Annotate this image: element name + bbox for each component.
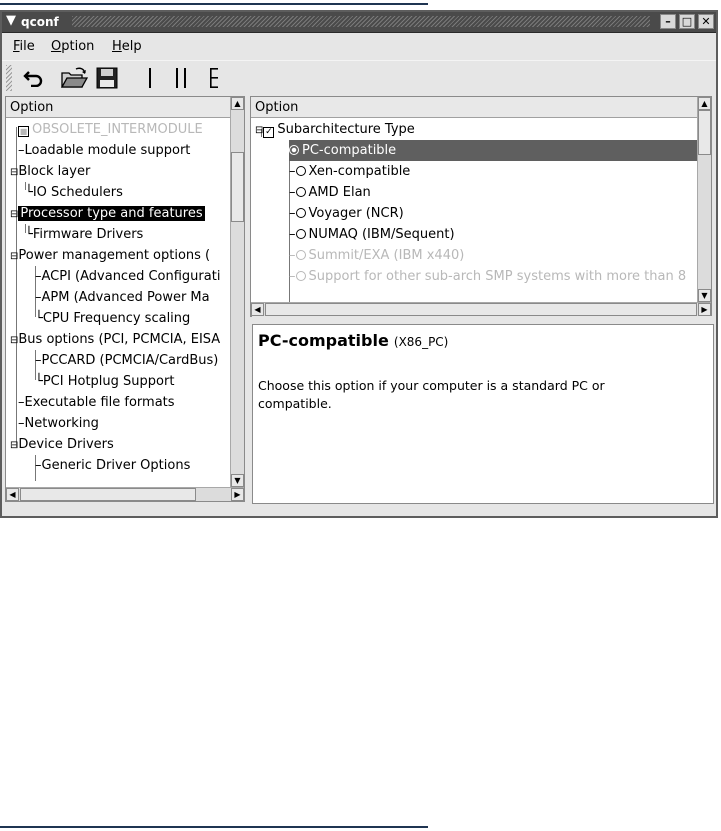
tree-item[interactable] — [10, 161, 90, 182]
minimize-button[interactable]: – — [660, 14, 676, 29]
help-heading — [258, 331, 448, 350]
tree-item-label-selected: Processor type and features — [20, 206, 203, 221]
close-button[interactable]: ✕ — [698, 14, 714, 29]
maximize-button[interactable]: □ — [679, 14, 695, 29]
title-bar[interactable] — [2, 12, 716, 33]
radio-icon[interactable] — [296, 250, 306, 260]
tree-item[interactable] — [10, 434, 114, 455]
scroll-thumb[interactable] — [265, 303, 697, 316]
tree-item-label: Bus options (PCI, PCMCIA, EISA — [18, 332, 221, 347]
checkbox-icon[interactable]: ■ — [19, 127, 28, 136]
tree-item-label: PCI Hotplug Support — [42, 374, 175, 389]
open-icon[interactable] — [59, 67, 89, 89]
tree-item-label: IO Schedulers — [32, 185, 123, 200]
option-label: Voyager (NCR) — [308, 206, 404, 221]
tree-item[interactable]: –PCCARD (PCMCIA/CardBus) — [35, 353, 219, 368]
option-item[interactable]: – NUMAQ (IBM/Sequent) — [289, 227, 455, 242]
tree-item-label: PCCARD (PCMCIA/CardBus) — [41, 353, 219, 368]
checkbox-checked-icon[interactable]: ✓ — [265, 127, 273, 137]
scroll-thumb[interactable] — [231, 152, 244, 222]
menu-file[interactable] — [13, 39, 35, 54]
menu-help-label: elp — [121, 39, 142, 54]
tree-item[interactable]: –Loadable module support — [18, 143, 191, 158]
left-vertical-scrollbar[interactable] — [230, 97, 244, 487]
split-view-icon[interactable] — [173, 67, 189, 89]
option-item-selected[interactable] — [289, 140, 697, 161]
right-option-pane — [250, 96, 712, 317]
help-text: Choose this option if your computer is a standard PC or compatible. — [258, 378, 605, 411]
scroll-down-arrow-icon[interactable]: ▼ — [698, 289, 711, 302]
tree-item-label: Loadable module support — [24, 143, 191, 158]
option-item[interactable]: – Support for other sub-arch SMP systems with more than 8 — [289, 269, 687, 284]
radio-icon[interactable] — [296, 229, 306, 239]
option-item[interactable]: – Voyager (NCR) — [289, 206, 404, 221]
scroll-down-arrow-icon[interactable]: ▼ — [231, 474, 244, 487]
tree-item[interactable] — [10, 203, 205, 224]
menu-help[interactable] — [112, 39, 142, 54]
collapse-icon[interactable]: ⊟ — [10, 209, 19, 220]
tree-item[interactable]: –ACPI (Advanced Configurati — [35, 269, 221, 284]
tree-item-label: OBSOLETE_INTERMODULE — [32, 122, 203, 137]
help-panel — [252, 324, 714, 504]
scroll-right-arrow-icon[interactable]: ▶ — [231, 488, 244, 501]
tree-item-label: Firmware Drivers — [32, 227, 144, 242]
option-label: Support for other sub-arch SMP systems with more than 8 — [308, 269, 687, 284]
option-label: Summit/EXA (IBM x440) — [308, 248, 465, 263]
window-title: qconf — [21, 15, 59, 29]
option-item[interactable]: – Xen-compatible — [289, 164, 411, 179]
option-label: Xen-compatible — [308, 164, 411, 179]
radio-icon[interactable] — [296, 187, 306, 197]
qconf-window — [0, 10, 718, 518]
menu-file-accel: F — [13, 39, 20, 54]
back-icon[interactable] — [21, 67, 47, 89]
left-pane-header[interactable]: Option — [6, 97, 230, 118]
option-label: AMD Elan — [308, 185, 371, 200]
radio-selected-icon[interactable] — [289, 145, 299, 155]
window-menu-icon[interactable]: ▼ — [6, 13, 16, 28]
scroll-left-arrow-icon[interactable]: ◀ — [251, 303, 264, 316]
tree-item-label: Block layer — [18, 164, 91, 179]
menu-help-accel: H — [112, 39, 122, 54]
radio-icon[interactable] — [296, 271, 306, 281]
tree-item-label: Networking — [24, 416, 99, 431]
radio-icon[interactable] — [296, 208, 306, 218]
collapse-icon[interactable]: ⊟ — [10, 167, 19, 178]
tree-item-label: CPU Frequency scaling — [42, 311, 191, 326]
tree-item[interactable] — [10, 245, 210, 266]
menu-bar — [2, 33, 716, 59]
single-view-icon[interactable] — [144, 67, 156, 89]
scroll-left-arrow-icon[interactable]: ◀ — [6, 488, 19, 501]
tree-item[interactable]: –Generic Driver Options — [35, 458, 191, 473]
tree-item[interactable]: –Executable file formats — [18, 395, 175, 410]
tree-item[interactable]: └IO Schedulers — [25, 185, 123, 200]
scroll-up-arrow-icon[interactable]: ▲ — [231, 97, 244, 110]
toolbar-handle[interactable] — [6, 65, 12, 91]
help-symbol: (X86_PC) — [393, 335, 449, 349]
tree-item[interactable]: –APM (Advanced Power Ma — [35, 290, 210, 305]
save-icon[interactable] — [94, 67, 120, 89]
full-view-icon[interactable] — [207, 67, 221, 89]
menu-option-accel: O — [51, 39, 62, 54]
tree-item[interactable] — [18, 119, 203, 140]
option-item[interactable]: – AMD Elan — [289, 185, 371, 200]
right-horizontal-scrollbar[interactable] — [251, 302, 711, 316]
tree-item-label: APM (Advanced Power Ma — [41, 290, 210, 305]
collapse-icon[interactable]: ⊟ — [255, 125, 264, 136]
bottom-rule — [0, 826, 428, 828]
option-item[interactable]: – Summit/EXA (IBM x440) — [289, 248, 465, 263]
option-group[interactable] — [255, 119, 415, 140]
tree-item-label: Device Drivers — [18, 437, 114, 452]
option-group-label: Subarchitecture Type — [277, 122, 415, 137]
collapse-icon[interactable]: ⊟ — [10, 440, 19, 451]
menu-option-label: ption — [61, 39, 95, 54]
top-rule — [0, 3, 428, 5]
option-label: NUMAQ (IBM/Sequent) — [308, 227, 455, 242]
pane-splitter[interactable] — [252, 316, 714, 324]
scroll-thumb[interactable] — [20, 488, 196, 501]
tree-item-label: ACPI (Advanced Configurati — [41, 269, 221, 284]
toolbar — [2, 60, 716, 95]
title-grip — [72, 16, 650, 27]
help-title: PC-compatible — [258, 331, 389, 350]
tree-item[interactable]: └CPU Frequency scaling — [35, 311, 191, 326]
tree-item[interactable]: –Networking — [18, 416, 99, 431]
radio-icon[interactable] — [296, 166, 306, 176]
right-pane-header[interactable]: Option — [251, 97, 697, 118]
scroll-right-arrow-icon[interactable]: ▶ — [698, 303, 711, 316]
tree-item[interactable]: └PCI Hotplug Support — [35, 374, 175, 389]
tree-item[interactable]: └Firmware Drivers — [25, 227, 144, 242]
tree-item-label: Generic Driver Options — [41, 458, 191, 473]
menu-option[interactable] — [51, 39, 94, 54]
collapse-icon[interactable]: ⊟ — [10, 335, 19, 346]
option-label: PC-compatible — [302, 143, 397, 158]
tree-item-label: Executable file formats — [24, 395, 175, 410]
left-tree-pane — [5, 96, 245, 502]
scroll-thumb[interactable] — [698, 110, 711, 155]
menu-file-label: ile — [19, 39, 35, 54]
right-vertical-scrollbar[interactable] — [697, 97, 711, 302]
tree-item[interactable] — [10, 329, 220, 350]
tree-item-label: Power management options ( — [18, 248, 211, 263]
collapse-icon[interactable]: ⊟ — [10, 251, 19, 262]
left-horizontal-scrollbar[interactable] — [6, 487, 244, 501]
scroll-up-arrow-icon[interactable]: ▲ — [698, 97, 711, 110]
